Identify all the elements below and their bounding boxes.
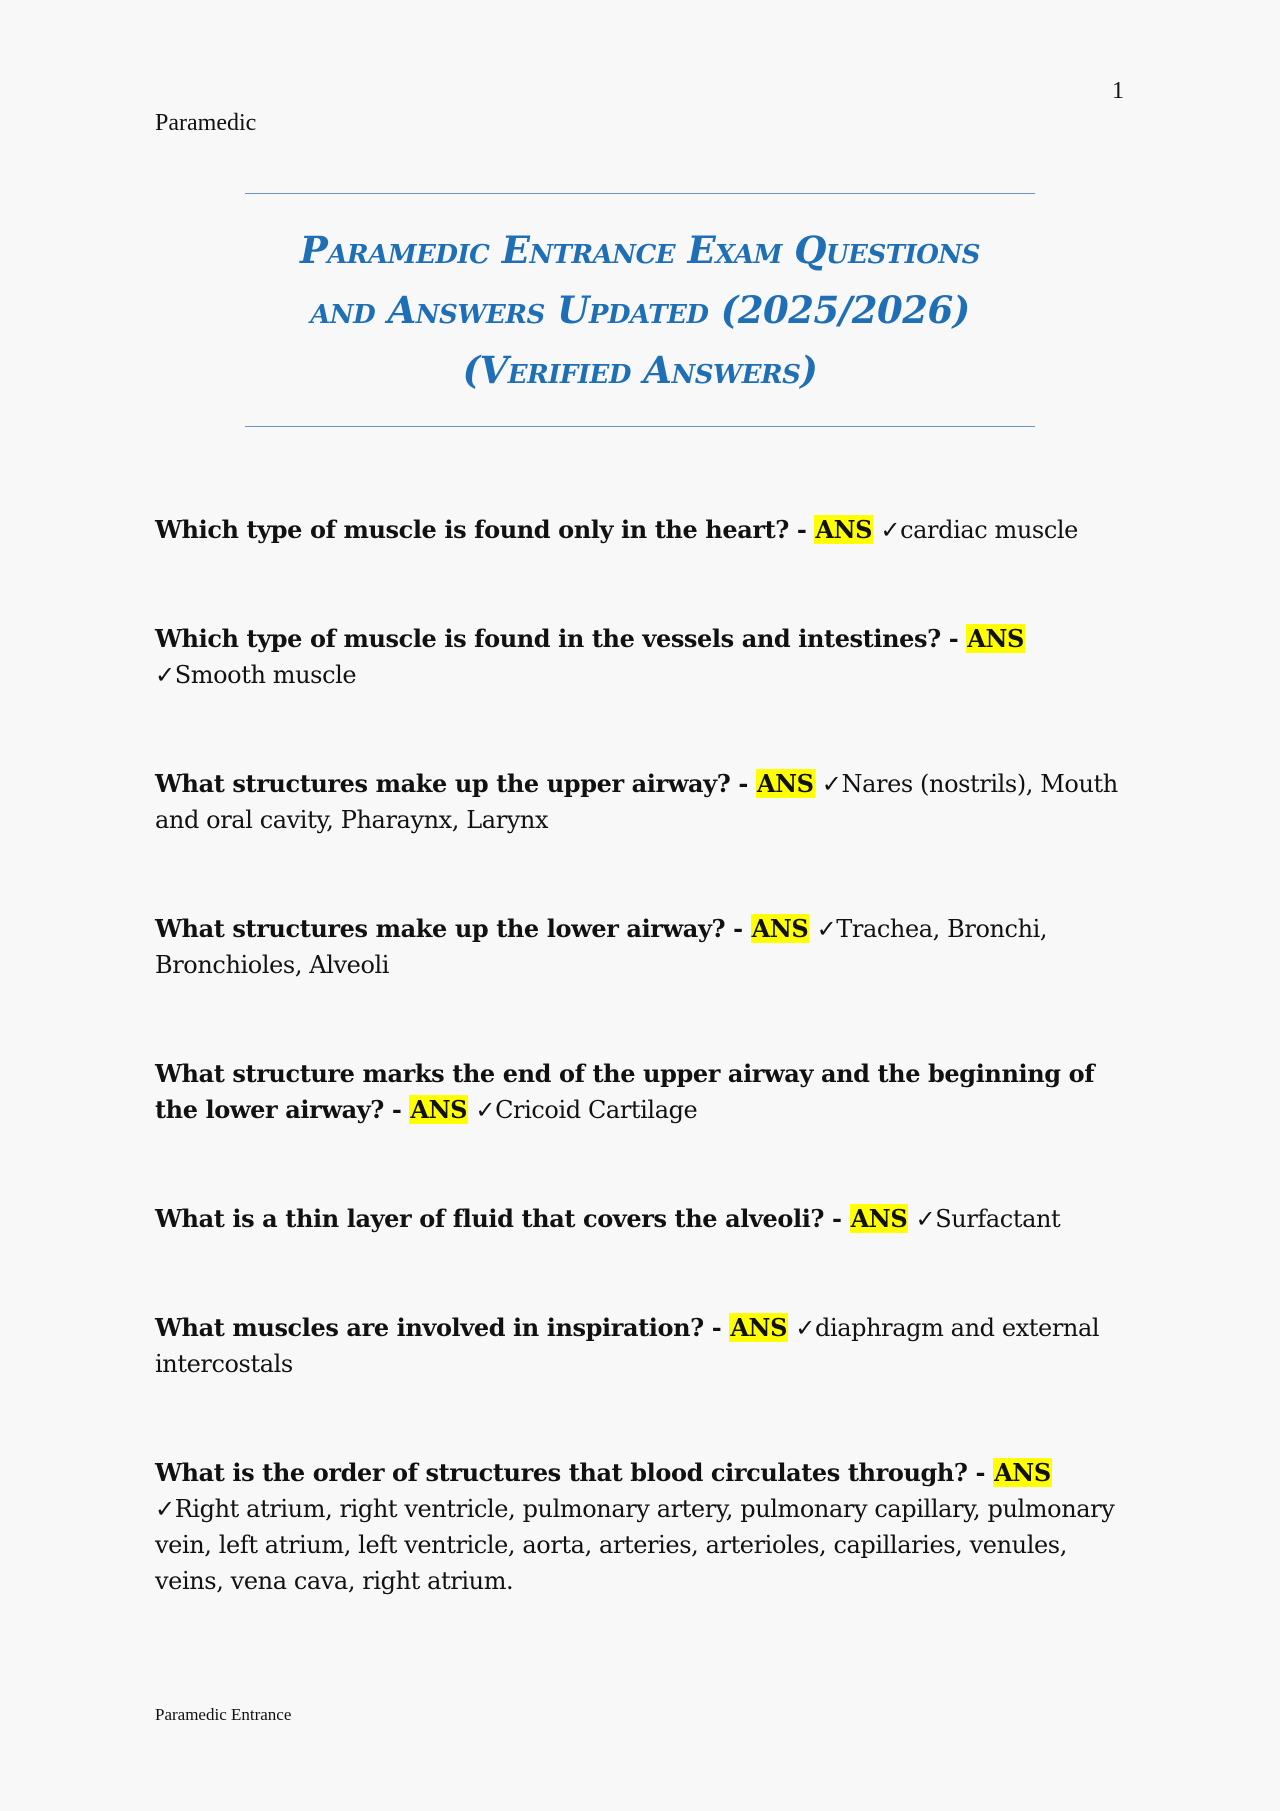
ans-label: ANS (730, 1313, 788, 1342)
page-header: Paramedic (155, 110, 257, 136)
title-line-2: and Answers Updated (2025/2026) (310, 288, 970, 332)
qa-item (155, 512, 1125, 548)
answer-text: Smooth muscle (174, 661, 357, 689)
question-text: What is the order of structures that blood circulates through? - (155, 1458, 994, 1487)
ans-label: ANS (815, 515, 873, 544)
answer-text: cardiac muscle (900, 516, 1078, 544)
page-footer: Paramedic Entrance (155, 1705, 292, 1724)
check-icon: ✓ (915, 1205, 936, 1233)
question-text: What muscles are involved in inspiration? - (155, 1313, 730, 1342)
check-icon: ✓ (821, 770, 842, 798)
title-line-3: (Verified Answers) (462, 348, 818, 392)
question-text: What structure marks the end of the upper airway and the beginning of the lower airway? - (155, 1059, 1095, 1124)
qa-item (155, 1201, 1125, 1237)
answer-text: Right atrium, right ventricle, pulmonary artery, pulmonary capillary, pulmonary vein, left atrium, left ventricle, aorta, arteries, arterioles, capillaries, venules, veins, vena cava, right atrium. (155, 1495, 1115, 1595)
title-line-1: Paramedic Entrance Exam Questions (300, 228, 980, 272)
qa-list (155, 512, 1125, 1599)
check-icon: ✓ (880, 516, 901, 544)
document-title (245, 220, 1035, 400)
answer-text: Trachea, Bronchi, Bronchioles, Alveoli (155, 915, 1048, 979)
check-icon: ✓ (795, 1314, 815, 1342)
ans-label: ANS (410, 1095, 468, 1124)
answer-text: Nares (nostrils), Mouth and oral cavity, Pharaynx, Larynx (155, 770, 1118, 834)
check-icon: ✓ (155, 661, 175, 689)
answer-text: Cricoid Cartilage (495, 1096, 698, 1124)
question-text: What structures make up the lower airway? - (155, 914, 751, 943)
answer-text: diaphragm and external intercostals (155, 1314, 1100, 1378)
qa-item (155, 1056, 1125, 1128)
ans-label: ANS (994, 1458, 1051, 1487)
ans-label: ANS (756, 769, 814, 798)
qa-item (155, 1455, 1125, 1599)
check-icon: ✓ (475, 1096, 496, 1124)
question-text: What structures make up the upper airway? - (155, 769, 756, 798)
page-number: 1 (1112, 78, 1124, 104)
answer-text: Surfactant (935, 1205, 1061, 1233)
question-text: What is a thin layer of fluid that covers the alveoli? - (155, 1204, 850, 1233)
qa-item (155, 1310, 1125, 1382)
check-icon: ✓ (816, 915, 837, 943)
qa-item (155, 766, 1125, 838)
ans-label: ANS (751, 914, 809, 943)
question-text: Which type of muscle is found only in the heart? - (155, 515, 815, 544)
check-icon: ✓ (155, 1495, 175, 1523)
question-text: Which type of muscle is found in the vessels and intestines? - (155, 624, 967, 653)
ans-label: ANS (967, 624, 1024, 653)
ans-label: ANS (850, 1204, 908, 1233)
title-block (245, 193, 1035, 427)
qa-item (155, 911, 1125, 983)
qa-item (155, 621, 1125, 693)
